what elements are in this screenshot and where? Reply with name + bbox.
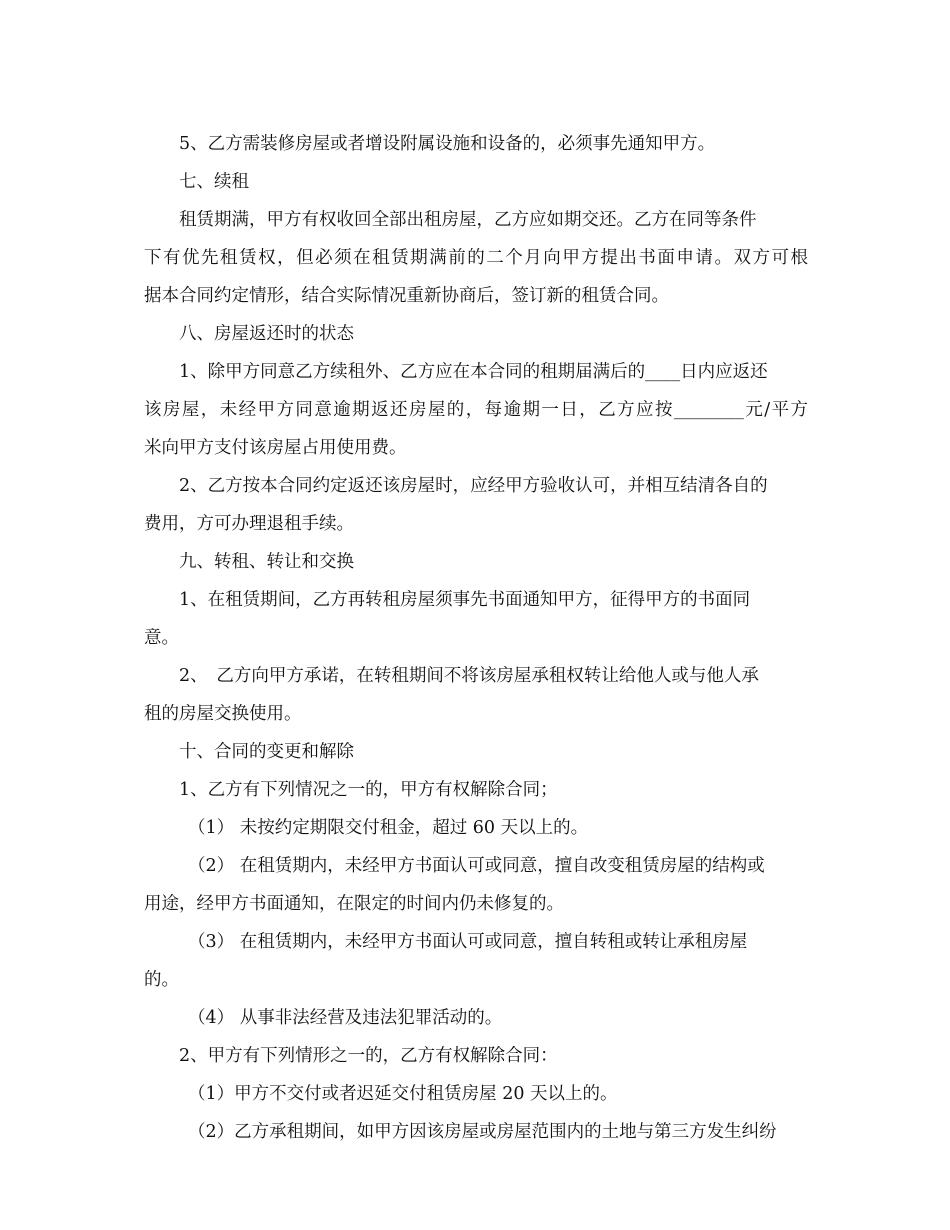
paragraph-line: 2、甲方有下列情形之一的，乙方有权解除合同： <box>179 1046 558 1066</box>
list-item: （3） 在租赁期内，未经甲方书面认可或同意，擅自转租或转让承租房屋 <box>188 932 748 952</box>
paragraph-line: 用途，经甲方书面通知，在限定的时间内仍未修复的。 <box>144 894 564 914</box>
paragraph-line: 该房屋，未经甲方同意逾期返还房屋的，每逾期一日，乙方应按________元/平方 <box>144 400 808 420</box>
section-heading-change-termination: 十、合同的变更和解除 <box>179 742 354 762</box>
paragraph-line: 的。 <box>144 970 179 990</box>
section-heading-sublease: 九、转租、转让和交换 <box>179 552 354 572</box>
paragraph-line: 米向甲方支付该房屋占用使用费。 <box>144 438 407 458</box>
paragraph-line: 5、乙方需装修房屋或者增设附属设施和设备的，必须事先通知甲方。 <box>179 134 716 154</box>
paragraph-line: 2、 乙方向甲方承诺，在转租期间不将该房屋承租权转让给他人或与他人承 <box>179 666 759 686</box>
paragraph-line: 租赁期满，甲方有权收回全部出租房屋，乙方应如期交还。乙方在同等条件 <box>179 210 757 230</box>
section-heading-renewal: 七、续租 <box>179 172 249 192</box>
paragraph-line: 费用，方可办理退租手续。 <box>144 514 354 534</box>
list-item: （2） 在租赁期内，未经甲方书面认可或同意，擅自改变租赁房屋的结构或 <box>188 856 765 876</box>
section-heading-return-state: 八、房屋返还时的状态 <box>179 324 354 344</box>
paragraph-line: 1、在租赁期间，乙方再转租房屋须事先书面通知甲方，征得甲方的书面同 <box>179 590 751 610</box>
paragraph-line: 意。 <box>144 628 179 648</box>
list-item: （2）乙方承租期间，如甲方因该房屋或房屋范围内的土地与第三方发生纠纷 <box>188 1122 777 1142</box>
paragraph-line: 2、乙方按本合同约定返还该房屋时，应经甲方验收认可，并相互结清各自的 <box>179 476 768 496</box>
paragraph-line: 租的房屋交换使用。 <box>144 704 302 724</box>
paragraph-line: 下有优先租赁权，但必须在租赁期满前的二个月向甲方提出书面申请。双方可根 <box>144 248 808 268</box>
list-item: （4） 从事非法经营及违法犯罪活动的。 <box>188 1008 503 1028</box>
paragraph-line: 据本合同约定情形，结合实际情况重新协商后，签订新的租赁合同。 <box>144 286 669 306</box>
paragraph-line: 1、除甲方同意乙方续租外、乙方应在本合同的租期届满后的____日内应返还 <box>179 362 768 382</box>
list-item: （1）甲方不交付或者迟延交付租赁房屋 20 天以上的。 <box>188 1084 618 1104</box>
list-item: （1） 未按约定期限交付租金，超过 60 天以上的。 <box>188 818 589 838</box>
paragraph-line: 1、乙方有下列情况之一的，甲方有权解除合同； <box>179 780 558 800</box>
